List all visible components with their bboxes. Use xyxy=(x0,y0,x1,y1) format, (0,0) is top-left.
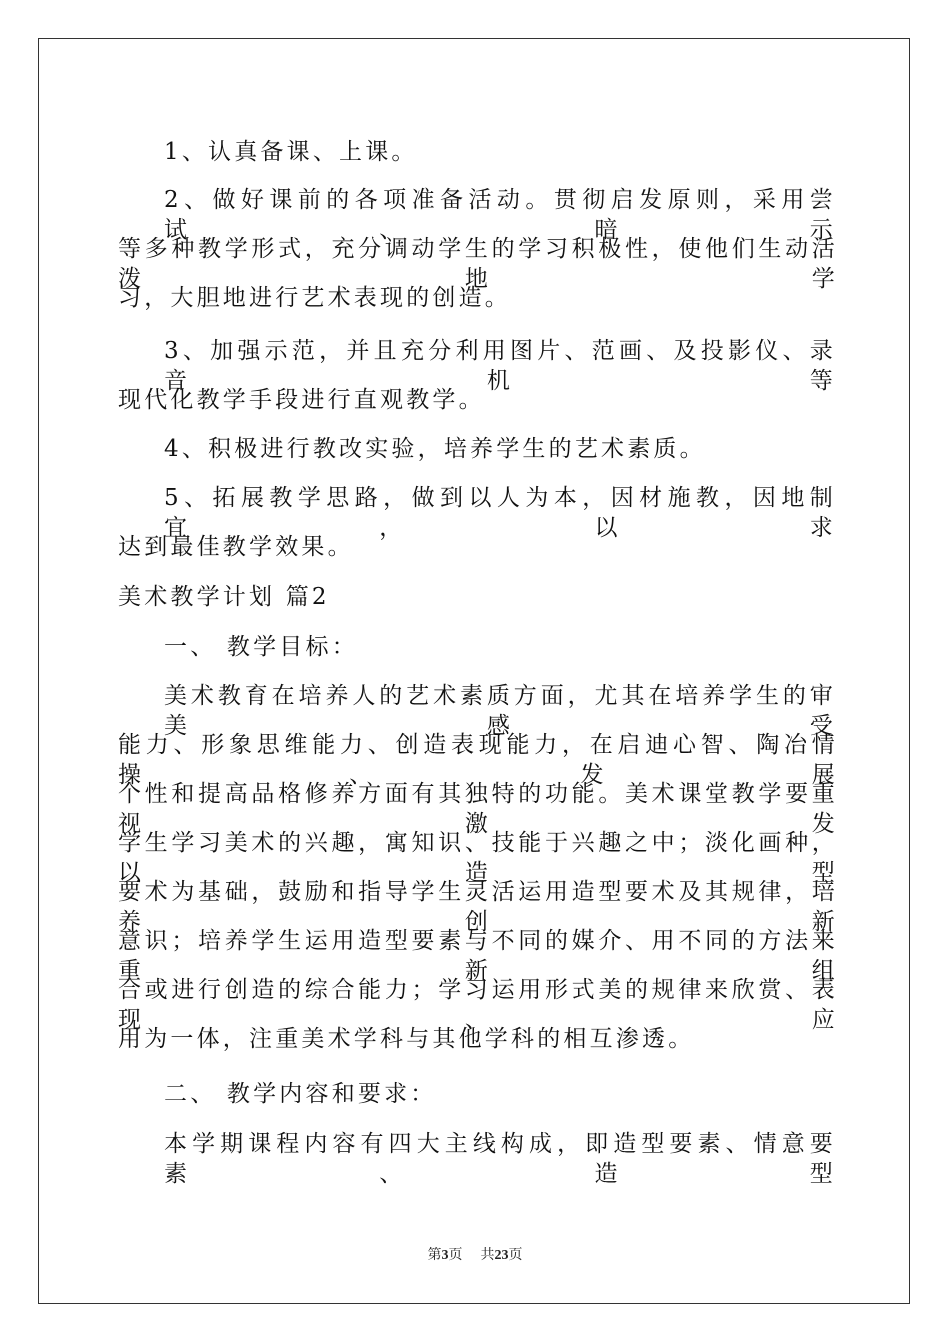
list-item-4: 4、积极进行教改实验，培养学生的艺术素质。 xyxy=(164,436,706,462)
paragraph-line: 美术教育在培养人的艺术素质方面，尤其在培养学生的审美感受 xyxy=(164,683,836,739)
list-item-1: 1、认真备课、上课。 xyxy=(164,139,418,165)
paragraph-line: 能力、形象思维能力、创造表现能力，在启迪心智、陶冶情操、发展 xyxy=(118,732,838,788)
paragraph-line: 现代化教学手段进行直观教学。 xyxy=(118,387,485,413)
list-item-5: 5、拓展教学思路，做到以人为本，因材施教，因地制宜，以求 xyxy=(164,485,836,541)
total-prefix: 共 xyxy=(480,1248,495,1263)
page-number: 3 xyxy=(441,1248,449,1263)
paragraph-line: 意识；培养学生运用造型要素与不同的媒介、用不同的方法来重新组 xyxy=(118,928,838,984)
paragraph-line: 学生学习美术的兴趣，寓知识、技能于兴趣之中；淡化画种，以造型 xyxy=(118,830,838,886)
section-heading-1: 一、 教学目标： xyxy=(164,634,358,660)
paragraph-line: 达到最佳教学效果。 xyxy=(118,534,354,560)
paragraph-line: 本学期课程内容有四大主线构成，即造型要素、情意要素、造型 xyxy=(164,1131,836,1187)
page-suffix: 页 xyxy=(448,1248,463,1263)
paragraph-line: 等多种教学形式，充分调动学生的学习积极性，使他们生动活泼地学 xyxy=(118,236,838,292)
page-footer xyxy=(0,1244,950,1264)
paragraph-line: 个性和提高品格修养方面有其独特的功能。美术课堂教学要重视激发 xyxy=(118,781,838,837)
section-heading-2: 二、 教学内容和要求： xyxy=(164,1081,437,1107)
paragraph-line: 要术为基础，鼓励和指导学生灵活运用造型要术及其规律，培养创新 xyxy=(118,879,838,935)
paragraph-line: 合或进行创造的综合能力；学习运用形式美的规律来欣赏、表现、应 xyxy=(118,977,838,1033)
list-item-3: 3、加强示范，并且充分利用图片、范画、及投影仪、录音机等 xyxy=(164,338,836,394)
section-title: 美术教学计划 篇2 xyxy=(118,584,330,610)
total-pages: 23 xyxy=(494,1248,509,1263)
paragraph-line: 习，大胆地进行艺术表现的创造。 xyxy=(118,285,511,311)
list-item-2: 2、做好课前的各项准备活动。贯彻启发原则，采用尝试、暗示 xyxy=(164,187,836,243)
page-prefix: 第 xyxy=(427,1248,442,1263)
total-suffix: 页 xyxy=(508,1248,523,1263)
paragraph-line: 用为一体，注重美术学科与其他学科的相互渗透。 xyxy=(118,1026,695,1052)
